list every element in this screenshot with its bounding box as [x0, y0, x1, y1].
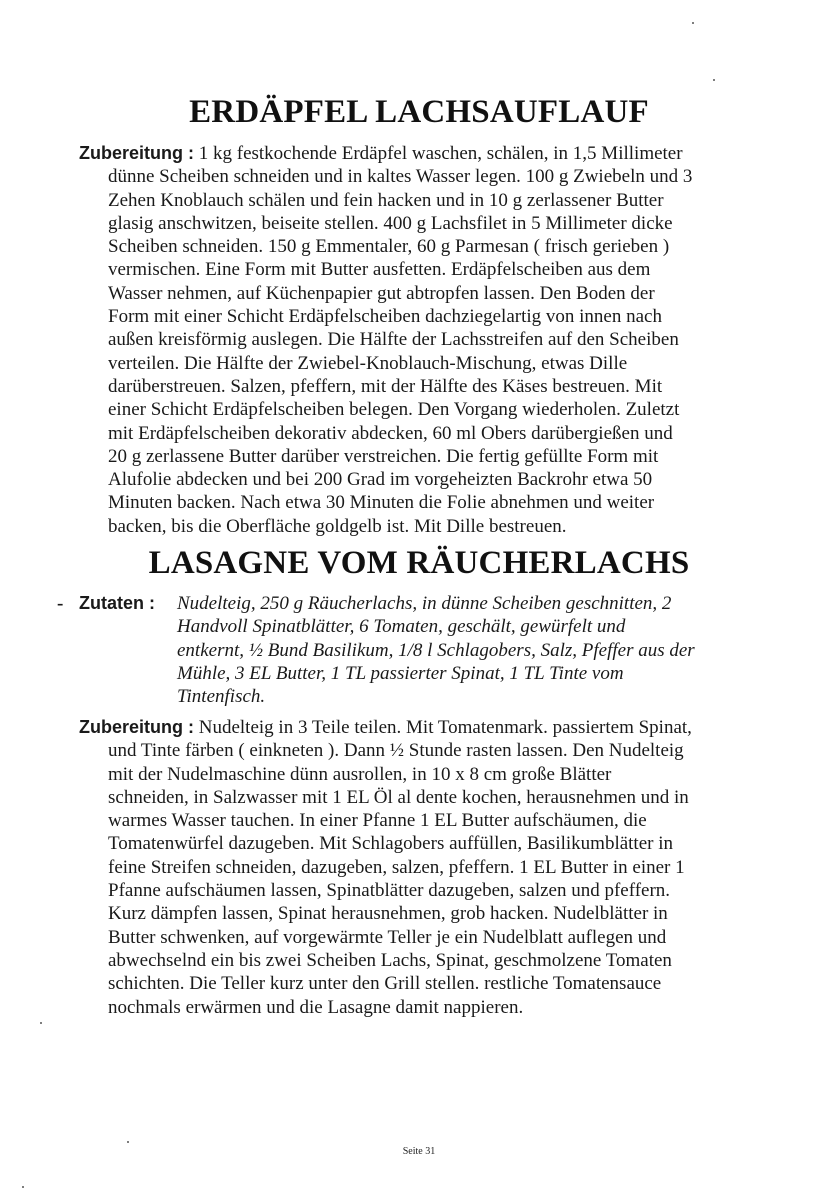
recipe1-prep-line: Form mit einer Schicht Erdäpfelscheiben dachziegelartig von innen nach [108, 306, 662, 328]
recipe2-prep-line: Kurz dämpfen lassen, Spinat herausnehmen, grob hacken. Nudelblätter in [108, 903, 668, 925]
ingredients-line: Tintenfisch. [177, 686, 266, 708]
recipe1-prep-line: Minuten backen. Nach etwa 30 Minuten die Folie abnehmen und weiter [108, 492, 655, 514]
ingredients-row [79, 592, 819, 708]
recipe1-prep-line: Alufolie abdecken und bei 200 Grad im vorgeheizten Backrohr etwa 50 [108, 469, 653, 491]
recipe2-prep-line: schneiden, in Salzwasser mit 1 EL Öl al dente kochen, herausnehmen und in [108, 786, 689, 808]
recipe1-prep-line: glasig anschwitzen, beiseite stellen. 400 g Lachsfilet in 5 Millimeter dicke [108, 212, 673, 234]
recipe1-prep-line: Zehen Knoblauch schälen und fein hacken und in 10 g zerlassener Butter [108, 189, 664, 211]
recipe2-prep-first-line [79, 716, 819, 739]
recipe2-prep-line: mit der Nudelmaschine dünn ausrollen, in 10 x 8 cm große Blätter [108, 763, 612, 785]
recipe1-prep-line: einer Schicht Erdäpfelscheiben belegen. Den Vorgang wiederholen. Zuletzt [108, 399, 680, 421]
recipe2-prep-line: abwechselnd ein bis zwei Scheiben Lachs, Spinat, geschmolzene Tomaten [108, 949, 672, 971]
recipe2-prep-line: feine Streifen schneiden, dazugeben, salzen, pfeffern. 1 EL Butter in einer 1 [108, 856, 685, 878]
recipe1-title: ERDÄPFEL LACHSAUFLAUF [189, 94, 649, 130]
recipe2-ingredients [57, 592, 819, 708]
recipe1-prep-line: backen, bis die Oberfläche goldgelb ist. Mit Dille bestreuen. [108, 515, 567, 537]
recipe1-prep-line: darüberstreuen. Salzen, pfeffern, mit der Hälfte des Käses bestreuen. Mit [108, 375, 663, 397]
ingredients-line: entkernt, ½ Bund Basilikum, 1/8 l Schlagobers, Salz, Pfeffer aus der [177, 639, 695, 661]
ingredients-bullet: - [57, 593, 64, 614]
recipe1-prep-line: Wasser nehmen, auf Küchenpapier gut abtropfen lassen. Den Boden der [108, 282, 655, 304]
scan-speck [127, 1141, 129, 1143]
recipe2-preparation [79, 716, 819, 1019]
scan-speck [40, 1022, 42, 1024]
ingredients-line: Handvoll Spinatblätter, 6 Tomaten, geschält, gewürfelt und [177, 616, 626, 638]
recipe1-prep-label: Zubereitung : [79, 143, 194, 163]
recipe2-prep-line: und Tinte färben ( einkneten ). Dann ½ Stunde rasten lassen. Den Nudelteig [108, 740, 684, 762]
scan-speck [692, 22, 694, 24]
recipe1-prep-line: verteilen. Die Hälfte der Zwiebel-Knoblauch-Mischung, etwas Dille [108, 352, 628, 374]
recipe1-preparation [79, 142, 819, 538]
page-number: Seite 31 [402, 1146, 436, 1157]
ingredients-line: Mühle, 3 EL Butter, 1 TL passierter Spinat, 1 TL Tinte vom [177, 662, 624, 684]
recipe2-prep-line: nochmals erwärmen und die Lasagne damit nappieren. [108, 996, 524, 1018]
recipe1-prep-line: vermischen. Eine Form mit Butter ausfetten. Erdäpfelscheiben aus dem [108, 259, 651, 281]
recipe1-prep-line: Scheiben schneiden. 150 g Emmentaler, 60 g Parmesan ( frisch gerieben ) [108, 236, 670, 258]
ingredients-label: Zutaten : [79, 593, 155, 613]
recipe2-title: LASAGNE VOM RÄUCHERLACHS [148, 545, 690, 581]
recipe1-prep-line: 1 kg festkochende Erdäpfel waschen, schälen, in 1,5 Millimeter [198, 143, 683, 164]
recipe1-prep-line: dünne Scheiben schneiden und in kaltes Wasser legen. 100 g Zwiebeln und 3 [108, 166, 693, 188]
recipe2-prep-line: Butter schwenken, auf vorgewärmte Teller je ein Nudelblatt auflegen und [108, 926, 667, 948]
recipe1-prep-line: außen kreisförmig auslegen. Die Hälfte der Lachsstreifen auf den Scheiben [108, 329, 679, 351]
scan-speck [22, 1186, 24, 1188]
recipe2-prep-label: Zubereitung : [79, 717, 194, 737]
ingredients-line: Nudelteig, 250 g Räucherlachs, in dünne Scheiben geschnitten, 2 [177, 593, 672, 614]
recipe1-prep-line: mit Erdäpfelscheiben dekorativ abdecken, 60 ml Obers darübergießen und [108, 422, 673, 444]
scan-speck [713, 79, 715, 81]
recipe2-prep-line: schichten. Die Teller kurz unter den Grill stellen. restliche Tomatensauce [108, 973, 662, 995]
recipe1-prep-first-line [79, 142, 819, 165]
recipe2-prep-line: Tomatenwürfel dazugeben. Mit Schlagobers auffüllen, Basilikumblätter in [108, 833, 673, 855]
recipe1-prep-line: 20 g zerlassene Butter darüber verstreichen. Die fertig gefüllte Form mit [108, 445, 659, 467]
ingredients-text [177, 592, 695, 708]
recipe2-prep-line: Nudelteig in 3 Teile teilen. Mit Tomatenmark. passiertem Spinat, [198, 717, 692, 738]
recipe2-prep-line: warmes Wasser tauchen. In einer Pfanne 1 EL Butter aufschäumen, die [108, 810, 647, 832]
recipe2-prep-line: Pfanne aufschäumen lassen, Spinatblätter dazugeben, salzen und pfeffern. [108, 880, 671, 902]
